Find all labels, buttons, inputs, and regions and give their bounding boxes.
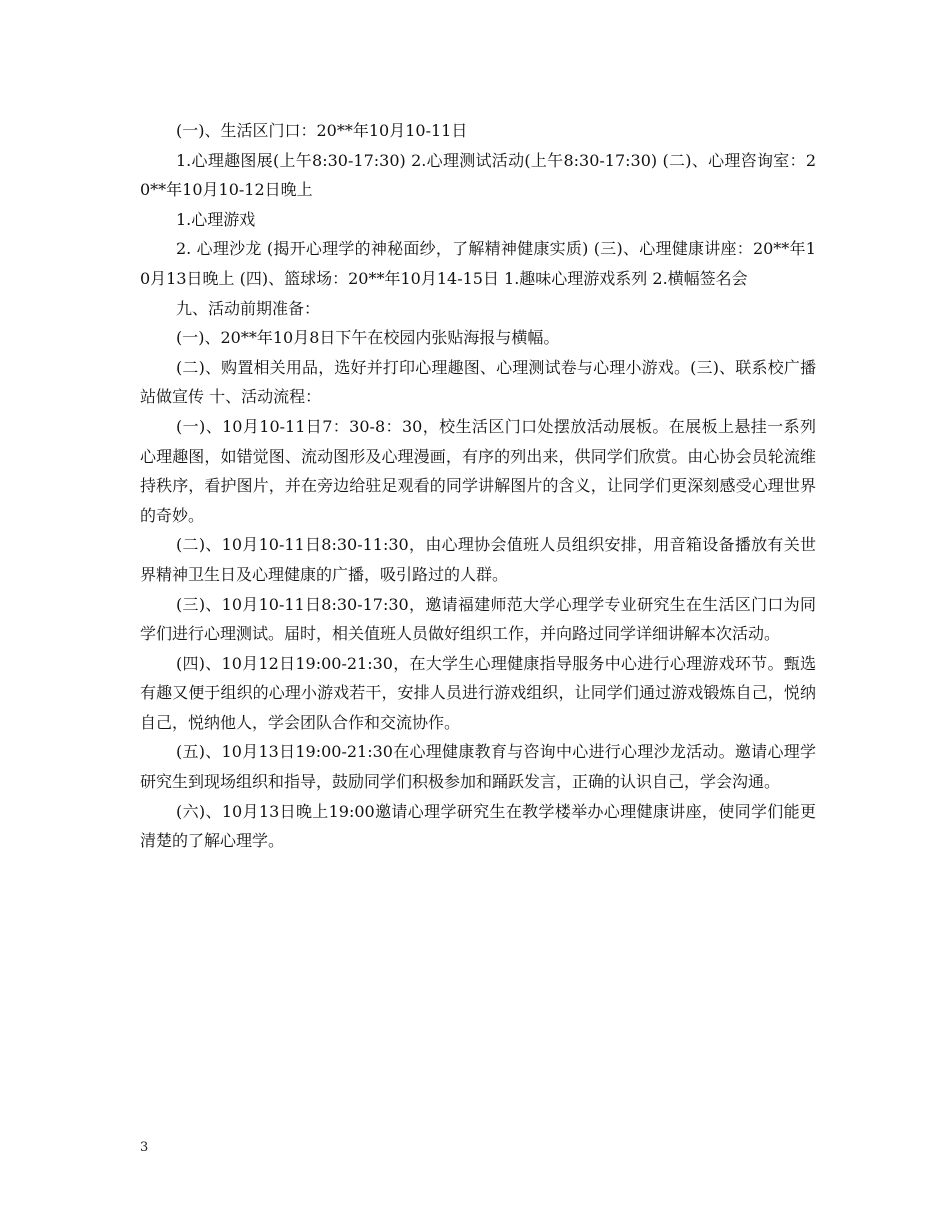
paragraph: (四)、10月12日19:00-21:30，在大学生心理健康指导服务中心进行心理游戏环节。甄选有趣又便于组织的心理小游戏若干，安排人员进行游戏组织，让同学们通过游戏锻炼自己，悦纳自己，悦纳他人，学会团队合作和交流协作。 (140, 653, 816, 732)
paragraph: 1.心理游戏 (176, 209, 256, 229)
paragraph: (一)、10月10-11日7：30-8：30，校生活区门口处摆放活动展板。在展板上悬挂一系列心理趣图，如错觉图、流动图形及心理漫画，有序的列出来，供同学们欣赏。由心协会员轮流维持秩序，看护图片，并在旁边给驻足观看的同学讲解图片的含义，让同学们更深刻感受心理世界的奇妙。 (140, 416, 816, 525)
paragraph: (二)、10月10-11日8:30-11:30，由心理协会值班人员组织安排，用音箱设备播放有关世界精神卫生日及心理健康的广播，吸引路过的人群。 (140, 535, 816, 584)
paragraph: (一)、生活区门口：20**年10月10-11日 (176, 121, 468, 140)
paragraph: (二)、购置相关用品，选好并打印心理趣图、心理测试卷与心理小游戏。(三)、联系校广播站做宣传 十、活动流程： (140, 357, 816, 407)
paragraph: (六)、10月13日晚上19:00邀请心理学研究生在教学楼举办心理健康讲座，使同学们能更清楚的了解心理学。 (140, 801, 816, 851)
paragraph: (一)、20**年10月8日下午在校园内张贴海报与横幅。 (176, 328, 560, 348)
paragraph: (三)、10月10-11日8:30-17:30，邀请福建师范大学心理学专业研究生在生活区门口为同学们进行心理测试。届时，相关值班人员做好组织工作，并向路过同学详细讲解本次活动。 (140, 594, 816, 644)
page-number: 3 (140, 1140, 149, 1155)
paragraph: (五)、10月13日19:00-21:30在心理健康教育与咨询中心进行心理沙龙活动。邀请心理学研究生到现场组织和指导，鼓励同学们积极参加和踊跃发言，正确的认识自己，学会沟通。 (140, 742, 816, 792)
section-heading: 九、活动前期准备： (176, 298, 321, 318)
paragraph: 2. 心理沙龙 (揭开心理学的神秘面纱，了解精神健康实质) (三)、心理健康讲座：20**年10月13日晚上 (四)、篮球场：20**年10月14-15日 1.趣味心理游戏系列 2.横幅签名会 (140, 239, 816, 288)
paragraph: 1.心理趣图展(上午8:30-17:30) 2.心理测试活动(上午8:30-17:30) (二)、心理咨询室：20**年10月10-12日晚上 (140, 150, 816, 200)
document-body (140, 116, 816, 856)
